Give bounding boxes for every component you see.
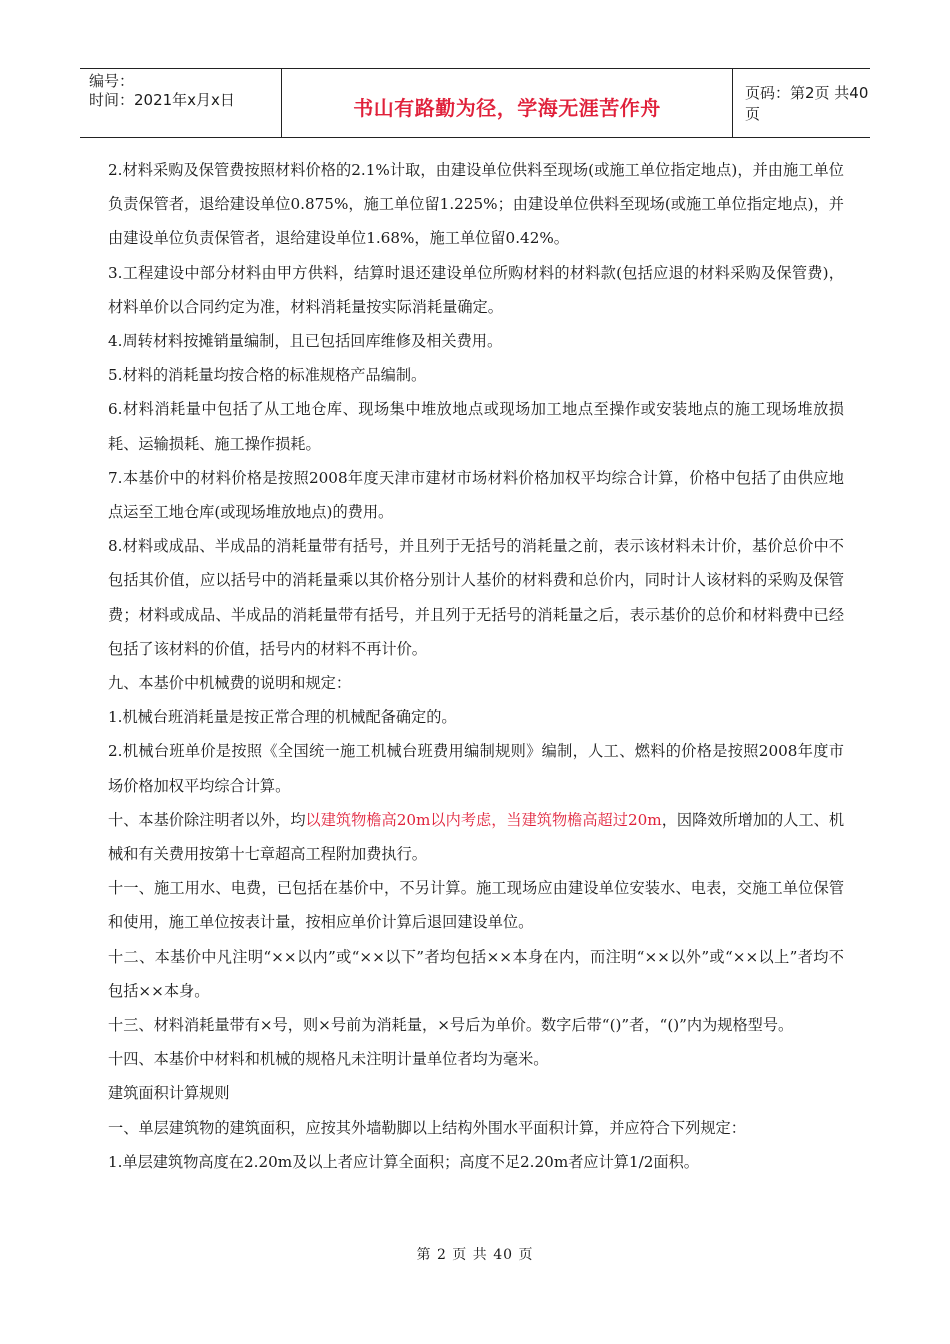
section-9-heading: 九、本基价中机械费的说明和规定： [108, 674, 351, 693]
header-meta [80, 69, 282, 137]
section-10-paragraph [108, 803, 844, 871]
page-info-text: 页码：第2页 共40页 [745, 84, 869, 123]
section-13-paragraph: 十三、材料消耗量带有×号，则×号前为消耗量，×号后为单价。数字后带“()”者，“()”内为规格型号。 [108, 1016, 794, 1035]
area-rules-heading: 建筑面积计算规则 [108, 1084, 230, 1103]
section-10-after: ，因降效所增加的人工、机械和有关费用按第十七章超高工程附加费执行。 [108, 810, 845, 864]
paragraph-owner-supplied-material: 3.工程建设中部分材料由甲方供料，结算时退还建设单位所购材料的材料款(包括应退的材料采购及保管费)，材料单价以合同约定为准，材料消耗量按实际消耗量确定。 [108, 263, 844, 316]
section-11-paragraph: 十一、施工用水、电费，已包括在基价中，不另计算。施工现场应由建设单位安装水、电表，交施工单位保管和使用，施工单位按表计量，按相应单价计算后退回建设单位。 [108, 879, 844, 932]
area-rule-1-paragraph: 一、单层建筑物的建筑面积，应按其外墙勒脚以上结构外围水平面积计算，并应符合下列规定： [108, 1118, 746, 1137]
paragraph-material-storage-fee: 2.材料采购及保管费按照材料价格的2.1%计取，由建设单位供料至现场(或施工单位指定地点)，并由施工单位负责保管者，退给建设单位0.875%，施工单位留1.225%；由建设单位供料至现场(或施工单位指定地点)，并由建设单位负责保管者，退给建设单位1.68%，施工单位留0.42%。 [108, 161, 844, 248]
section-10-highlight: 以建筑物檐高20m以内考虑，当建筑物檐高超过20m [305, 810, 662, 829]
page-footer: 第 2 页 共 40 页 [416, 1247, 534, 1263]
section-12-paragraph: 十二、本基价中凡注明“××以内”或“××以下”者均包括××本身在内，而注明“××以外”或“××以上”者均不包括××本身。 [108, 947, 844, 1000]
paragraph-machine-unit-price: 2.机械台班单价是按照《全国统一施工机械台班费用编制规则》编制，人工、燃料的价格是按照2008年度市场价格加权平均综合计算。 [108, 742, 844, 795]
section-14-paragraph: 十四、本基价中材料和机械的规格凡未注明计量单位者均为毫米。 [108, 1050, 549, 1069]
area-rule-1-1-paragraph: 1.单层建筑物高度在2.20m及以上者应计算全面积；高度不足2.20m者应计算1/2面积。 [108, 1152, 699, 1171]
paragraph-turnover-material: 4.周转材料按摊销量编制，且已包括回库维修及相关费用。 [108, 332, 503, 351]
time-label: 时间：2021年x月x日 [89, 91, 235, 109]
paragraph-machine-shift: 1.机械台班消耗量是按正常合理的机械配备确定的。 [108, 708, 457, 727]
motto-text: 书山有路勤为径，学海无涯苦作舟 [353, 95, 661, 120]
paragraph-consumption-standard: 5.材料的消耗量均按合格的标准规格产品编制。 [108, 366, 427, 385]
code-label: 编号： [89, 72, 135, 90]
section-10-before: 十、本基价除注明者以外，均 [108, 810, 306, 829]
header-page-info [733, 69, 870, 137]
document-body [108, 153, 844, 1179]
header-motto-cell [282, 69, 733, 137]
paragraph-bracketed-consumption: 8.材料或成品、半成品的消耗量带有括号，并且列于无括号的消耗量之前，表示该材料未计价，基价总价中不包括其价值，应以括号中的消耗量乘以其价格分别计人基价的材料费和总价内，同时计人该材料的采购及保管费；材料或成品、半成品的消耗量带有括号，并且列于无括号的消耗量之后，表示基价的总价和材料费中已经包括了该材料的价值，括号内的材料不再计价。 [108, 537, 844, 658]
document-header [80, 68, 870, 138]
paragraph-consumption-losses: 6.材料消耗量中包括了从工地仓库、现场集中堆放地点或现场加工地点至操作或安装地点的施工现场堆放损耗、运输损耗、施工操作损耗。 [108, 400, 844, 453]
paragraph-material-price: 7.本基价中的材料价格是按照2008年度天津市建材市场材料价格加权平均综合计算，价格中包括了由供应地点运至工地仓库(或现场堆放地点)的费用。 [108, 468, 844, 522]
